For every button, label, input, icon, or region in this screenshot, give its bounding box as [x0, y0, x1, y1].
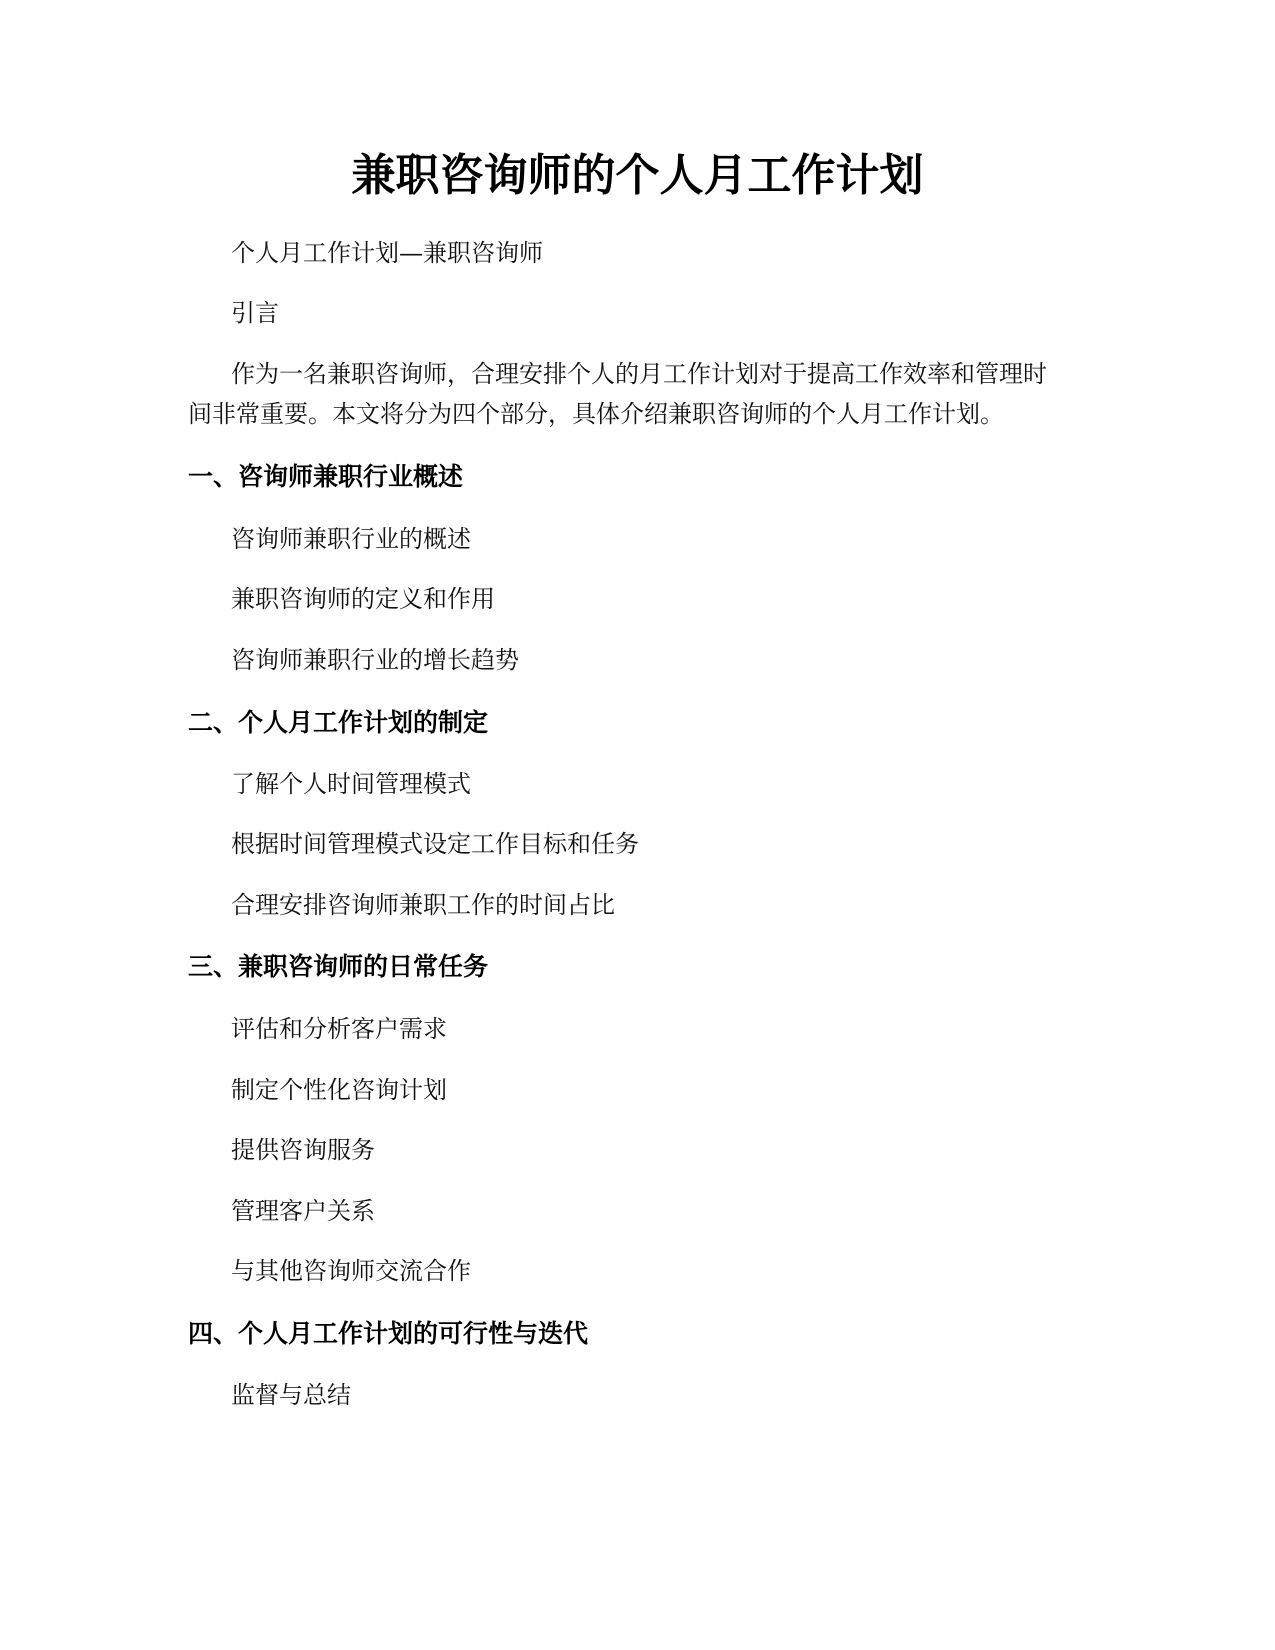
- section-3-item-5: 与其他咨询师交流合作: [231, 1257, 471, 1285]
- subtitle: 个人月工作计划—兼职咨询师: [231, 239, 543, 267]
- section-3-item-1: 评估和分析客户需求: [231, 1015, 447, 1043]
- section-1-item-3: 咨询师兼职行业的增长趋势: [231, 646, 519, 674]
- section-3-item-4: 管理客户关系: [231, 1197, 375, 1225]
- section-2-item-3: 合理安排咨询师兼职工作的时间占比: [231, 891, 615, 919]
- intro-heading: 引言: [231, 299, 279, 327]
- section-4-item-1: 监督与总结: [231, 1381, 351, 1409]
- section-heading-4: 四、个人月工作计划的可行性与迭代: [188, 1319, 589, 1348]
- intro-paragraph-line-1: 作为一名兼职咨询师，合理安排个人的月工作计划对于提高工作效率和管理时: [231, 360, 1047, 388]
- section-heading-2: 二、个人月工作计划的制定: [188, 708, 489, 737]
- intro-paragraph-line-2: 间非常重要。本文将分为四个部分，具体介绍兼职咨询师的个人月工作计划。: [188, 400, 1004, 428]
- section-2-item-1: 了解个人时间管理模式: [231, 770, 471, 798]
- section-1-item-1: 咨询师兼职行业的概述: [231, 525, 471, 553]
- section-2-item-2: 根据时间管理模式设定工作目标和任务: [231, 830, 639, 858]
- section-heading-3: 三、兼职咨询师的日常任务: [188, 952, 489, 981]
- section-heading-1: 一、咨询师兼职行业概述: [188, 462, 464, 491]
- document-title: 兼职咨询师的个人月工作计划: [351, 150, 924, 201]
- section-3-item-3: 提供咨询服务: [231, 1136, 375, 1164]
- section-1-item-2: 兼职咨询师的定义和作用: [231, 585, 495, 613]
- section-3-item-2: 制定个性化咨询计划: [231, 1076, 447, 1104]
